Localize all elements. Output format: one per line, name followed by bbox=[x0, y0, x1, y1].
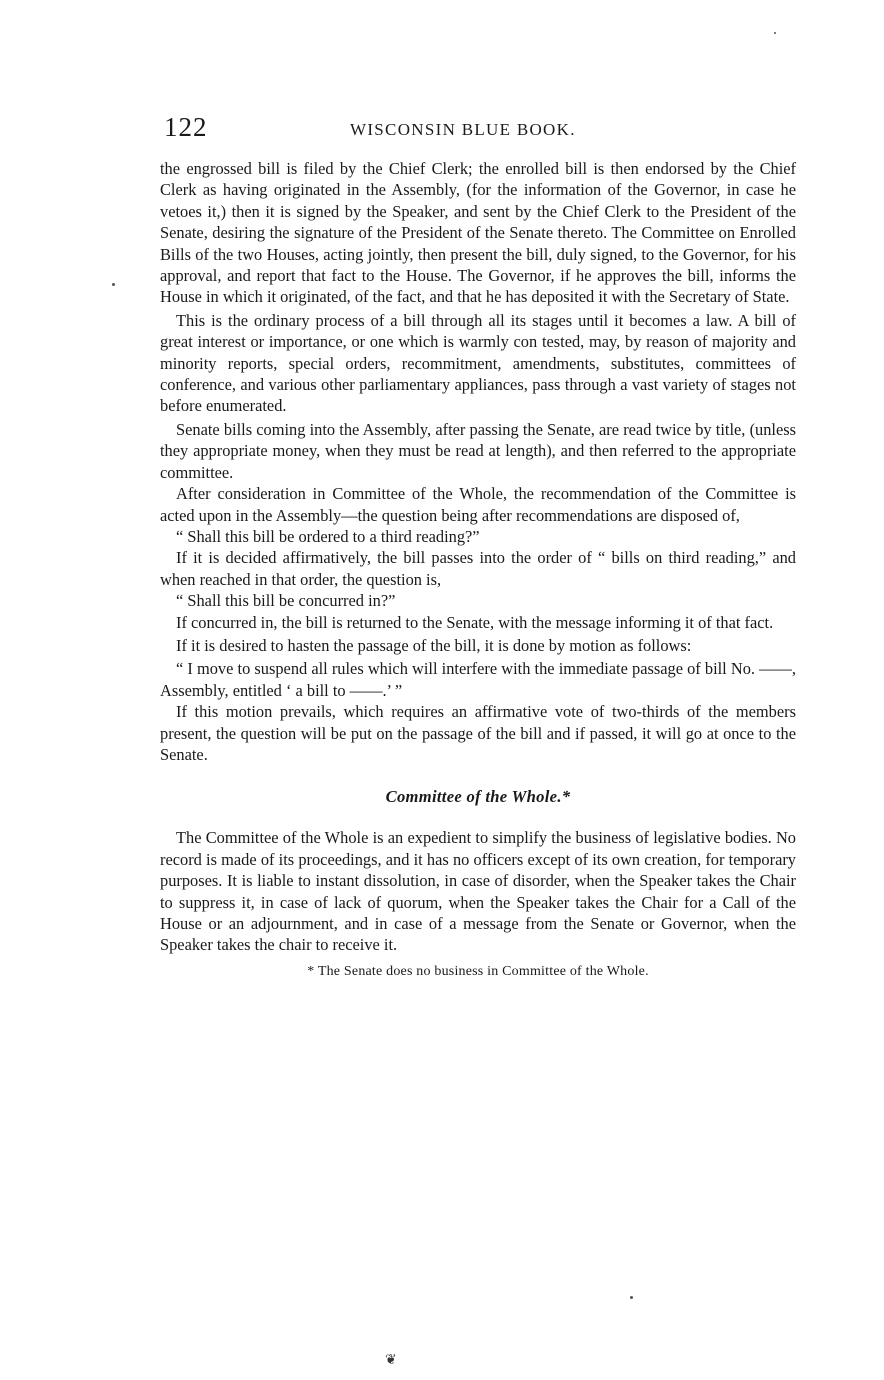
page-header bbox=[160, 108, 796, 158]
paragraph: If this motion prevails, which requires an affirmative vote of two-thirds of the members present, the question will be put on the passage of the bill and if passed, it will go at once to the Senate. bbox=[160, 702, 796, 764]
paragraph: If it is desired to hasten the passage of the bill, it is done by motion as follows: bbox=[176, 635, 692, 655]
paragraph: Senate bills coming into the Assembly, after passing the Senate, are read twice by title, (unless they appropriate money, when they must be read at length), and then referred to the appropriate committee. bbox=[160, 419, 796, 482]
paragraph: This is the ordinary process of a bill through all its stages until it becomes a law. A bill of great interest or importance, or one which is warmly con tested, may, by reason of majority and minority reports, special orders, recommitment, amendments, substitutes, committees of conference, and various other parliamentary appliances, pass through a vast variety of stages not before enumerated. bbox=[160, 310, 796, 416]
section-heading: Committee of the Whole.* bbox=[385, 787, 571, 807]
document-page bbox=[160, 108, 796, 980]
quoted-motion: “ I move to suspend all rules which will interfere with the immediate passage of bill No. ——, Assembly, entitled ‘ a bill to ——.’ ” bbox=[160, 659, 796, 700]
footnote: * The Senate does no business in Committee of the Whole. bbox=[307, 963, 649, 979]
print-speck bbox=[112, 283, 115, 286]
print-speck bbox=[774, 32, 776, 34]
section-paragraph: The Committee of the Whole is an expedient to simplify the business of legislative bodies. No record is made of its proceedings, and it has no officers except of its own creation, for temporary purposes. It is liable to instant dissolution, in case of disorder, when the Speaker takes the Chair to suppress it, in case of lack of quorum, when the Speaker takes the Chair for a Call of the House or an adjournment, and in case of a message from the Senate or Governor, when the Speaker takes the chair to receive it. bbox=[160, 828, 796, 955]
printer-ornament-icon: ❦ bbox=[385, 1353, 397, 1368]
paragraph: After consideration in Committee of the Whole, the recommendation of the Committee is acted upon in the Assembly—the question being after recommendations are disposed of, bbox=[160, 484, 796, 525]
quoted-question: “ Shall this bill be ordered to a third reading?” bbox=[176, 526, 480, 546]
paragraph: If it is decided affirmatively, the bill passes into the order of “ bills on third reading,” and when reached in that order, the question is, bbox=[160, 548, 796, 589]
running-title: WISCONSIN BLUE BOOK. bbox=[350, 120, 576, 139]
page-number: 122 bbox=[164, 112, 208, 142]
print-speck bbox=[630, 1296, 633, 1299]
paragraph: the engrossed bill is filed by the Chief Clerk; the enrolled bill is then endorsed by the Chief Clerk as having originated in the Assembly, (for the information of the Governor, in case he vetoes it,) then it is signed by the Speaker, and sent by the Chief Clerk to the President of the Senate, desiring the signature of the President of the Senate thereto. The Committee on Enrolled Bills of the two Houses, acting jointly, then present the bill, duly signed, to the Governor, for his approval, and report that fact to the House. The Governor, if he approves the bill, informs the House in which it originated, of the fact, and that he has deposited it with the Secretary of State. bbox=[160, 159, 796, 307]
quoted-question: “ Shall this bill be concurred in?” bbox=[176, 591, 396, 611]
paragraph: If concurred in, the bill is returned to the Senate, with the message informing it of that fact. bbox=[176, 612, 774, 632]
